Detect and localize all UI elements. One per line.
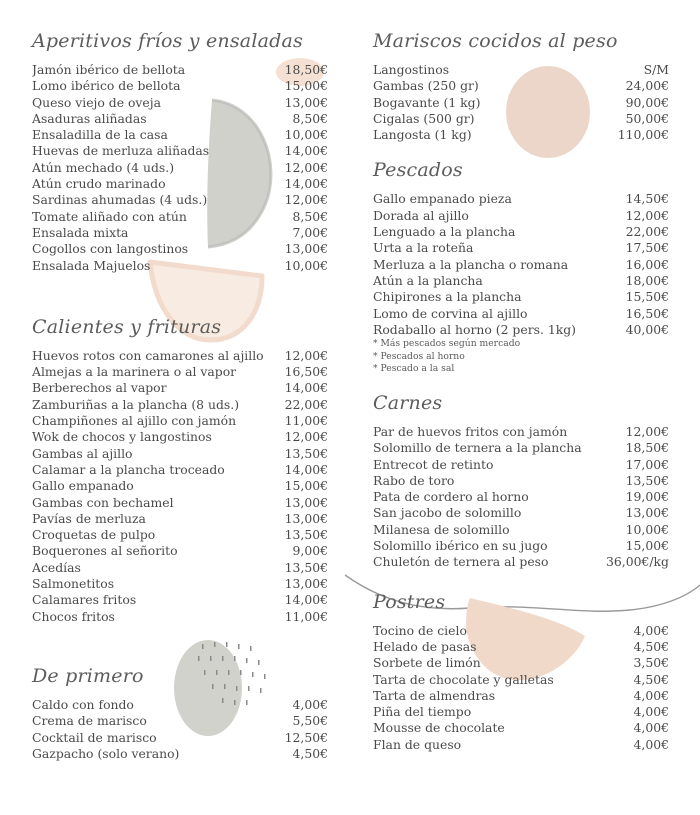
section-primero	[32, 663, 328, 762]
menu-item-name: Calamar a la plancha troceado	[32, 461, 225, 477]
menu-item-name: Piña del tiempo	[373, 704, 472, 720]
menu-item-name: Gallo empanado	[32, 478, 134, 494]
section-title-aperitivos: Aperitivos fríos y ensaladas	[32, 30, 303, 52]
menu-item-name: Cogollos con langostinos	[32, 241, 189, 257]
menu-item	[32, 127, 328, 143]
menu-item-name: Lomo ibérico de bellota	[32, 78, 181, 94]
menu-item-price: 17,00€	[625, 456, 669, 472]
menu-item	[32, 543, 328, 559]
menu-item-name: Salmonetitos	[32, 576, 115, 592]
menu-item-name: Boquerones al señorito	[32, 543, 178, 559]
menu-item-name: Zamburiñas a la plancha (8 uds.)	[32, 396, 240, 412]
menu-item	[32, 143, 328, 159]
menu-item-name: Par de huevos fritos con jamón	[373, 423, 568, 439]
menu-item-name: Lomo de corvina al ajillo	[373, 305, 528, 321]
menu-item-name: Chipirones a la plancha	[373, 289, 522, 305]
menu-item	[373, 639, 669, 655]
menu-item-name: Cigalas (500 gr)	[373, 110, 475, 126]
left-column	[32, 28, 328, 762]
menu-item	[373, 322, 669, 338]
menu-item-price: 7,00€	[292, 224, 328, 240]
menu-item-price: 12,00€	[625, 423, 669, 439]
note-horno: * Pescados al horno	[373, 350, 465, 362]
menu-item-name: Almejas a la marinera o al vapor	[32, 364, 237, 380]
menu-item-name: Atún crudo marinado	[32, 176, 166, 192]
menu-item-name: Queso viejo de oveja	[32, 94, 161, 110]
menu-item-name: Tarta de almendras	[373, 687, 496, 703]
menu-item	[32, 241, 328, 257]
menu-item	[373, 505, 669, 521]
menu-item	[32, 592, 328, 608]
menu-item-name: Merluza a la plancha o romana	[373, 256, 569, 272]
menu-item	[373, 306, 669, 322]
menu-item-price: 110,00€	[617, 127, 669, 143]
menu-item-name: Rodaballo al horno (2 pers. 1kg)	[373, 321, 577, 337]
menu-item	[32, 576, 328, 592]
menu-item-price: 12,00€	[625, 207, 669, 223]
menu-item-price: 90,00€	[625, 94, 669, 110]
menu-item-name: Calamares fritos	[32, 592, 137, 608]
menu-item-name: Ensalada mixta	[32, 224, 129, 240]
menu-item	[373, 208, 669, 224]
menu-item-price: 10,00€	[284, 127, 328, 143]
menu-item-price: 15,00€	[284, 78, 328, 94]
section-title-pescados: Pescados	[373, 159, 463, 182]
menu-item	[373, 672, 669, 688]
menu-item	[373, 457, 669, 473]
menu-item-name: Helado de pasas	[373, 638, 477, 654]
menu-item	[32, 697, 328, 713]
menu-item-price: 12,00€	[284, 429, 328, 445]
menu-item-price: 13,00€	[284, 510, 328, 526]
menu-item	[32, 478, 328, 494]
menu-item-price: 8,50€	[292, 110, 328, 126]
menu-item	[373, 424, 669, 440]
menu-item	[32, 511, 328, 527]
menu-item	[373, 289, 669, 305]
menu-item-price: 4,00€	[633, 704, 669, 720]
menu-item-price: 4,00€	[292, 696, 328, 712]
menu-item-name: Champiñones al ajillo con jamón	[32, 413, 237, 429]
menu-item	[32, 429, 328, 445]
menu-item	[32, 209, 328, 225]
section-title-carnes: Carnes	[373, 391, 443, 414]
menu-item	[32, 160, 328, 176]
menu-item-name: Cocktail de marisco	[32, 729, 157, 745]
menu-item-price: S/M	[643, 62, 669, 77]
menu-item-price: 12,00€	[284, 347, 328, 363]
menu-item	[373, 273, 669, 289]
section-postres	[373, 589, 669, 753]
menu-item-price: 24,00€	[625, 78, 669, 94]
menu-item-price: 8,50€	[292, 208, 328, 224]
menu-item	[32, 495, 328, 511]
menu-item-price: 4,00€	[633, 687, 669, 703]
menu-item-price: 14,00€	[284, 176, 328, 192]
section-carnes	[373, 390, 669, 571]
menu-item-price: 3,50€	[633, 655, 669, 671]
menu-item	[373, 257, 669, 273]
menu-item-name: Atún a la plancha	[373, 272, 483, 288]
menu-item-name: Solomillo de ternera a la plancha	[373, 440, 582, 456]
menu-item-name: Crema de marisco	[32, 713, 147, 729]
menu-item	[32, 446, 328, 462]
menu-item-name: Gallo empanado pieza	[373, 191, 512, 207]
right-column	[373, 28, 669, 753]
menu-item-price: 22,00€	[284, 396, 328, 412]
menu-item	[373, 127, 669, 143]
menu-item	[373, 95, 669, 111]
menu-item	[373, 78, 669, 94]
menu-item-name: Urta a la roteña	[373, 240, 474, 256]
menu-item-price: 40,00€	[625, 321, 669, 337]
menu-item	[32, 111, 328, 127]
menu-item	[32, 397, 328, 413]
menu-item	[373, 554, 669, 570]
menu-item-price: 5,50€	[292, 713, 328, 729]
menu-item-name: Mousse de chocolate	[373, 720, 505, 736]
menu-item-price: 14,00€	[284, 143, 328, 159]
menu-item-name: Gazpacho (solo verano)	[32, 745, 180, 761]
menu-item-price: 4,00€	[633, 736, 669, 752]
menu-item	[373, 522, 669, 538]
section-aperitivos	[32, 28, 328, 274]
menu-item	[32, 527, 328, 543]
menu-item-price: 13,00€	[284, 241, 328, 257]
menu-item-price: 15,00€	[284, 478, 328, 494]
menu-item	[32, 746, 328, 762]
menu-item	[32, 560, 328, 576]
menu-item-price: 15,50€	[625, 289, 669, 305]
menu-item	[373, 704, 669, 720]
menu-item	[32, 258, 328, 274]
menu-item-name: Gambas al ajillo	[32, 445, 133, 461]
menu-item-name: Huevos rotos con camarones al ajillo	[32, 347, 264, 363]
menu-item-name: Entrecot de retinto	[373, 456, 494, 472]
menu-item-price: 9,00€	[292, 543, 328, 559]
menu-item-price: 4,00€	[633, 720, 669, 736]
menu-item-price: 19,00€	[625, 489, 669, 505]
menu-item-name: Tomate aliñado con atún	[32, 208, 187, 224]
menu-item	[373, 440, 669, 456]
menu-item	[373, 489, 669, 505]
menu-item	[32, 176, 328, 192]
menu-item-price: 17,50€	[625, 240, 669, 256]
menu-item-price: 18,50€	[284, 62, 328, 77]
menu-item-name: Pata de cordero al horno	[373, 489, 529, 505]
menu-item-name: Dorada al ajillo	[373, 207, 469, 223]
menu-item	[32, 225, 328, 241]
section-pescados	[373, 157, 669, 375]
section-title-primero: De primero	[32, 664, 144, 687]
menu-item-name: Bogavante (1 kg)	[373, 94, 481, 110]
menu-item-name: Sardinas ahumadas (4 uds.)	[32, 192, 208, 208]
menu-item-price: 13,00€	[284, 494, 328, 510]
menu-item-price: 13,50€	[284, 559, 328, 575]
menu-item-name: Gambas (250 gr)	[373, 78, 479, 94]
menu-item-price: 50,00€	[625, 110, 669, 126]
menu-item-name: Flan de queso	[373, 736, 462, 752]
menu-item-name: Jamón ibérico de bellota	[32, 62, 186, 77]
menu-item-name: Langosta (1 kg)	[373, 127, 472, 143]
menu-item-name: Sorbete de limón	[373, 655, 481, 671]
menu-item-price: 16,50€	[625, 305, 669, 321]
menu-item-price: 4,50€	[292, 745, 328, 761]
menu-item-price: 22,00€	[625, 224, 669, 240]
menu-item-price: 14,50€	[625, 191, 669, 207]
menu-item	[373, 111, 669, 127]
menu-item-name: San jacobo de solomillo	[373, 505, 522, 521]
menu-item	[32, 413, 328, 429]
menu-item-price: 12,00€	[284, 192, 328, 208]
menu-item	[373, 688, 669, 704]
menu-item	[32, 62, 328, 78]
menu-item-name: Ensalada Majuelos	[32, 257, 151, 273]
menu-item-name: Berberechos al vapor	[32, 380, 167, 396]
menu-item-name: Langostinos	[373, 62, 450, 77]
menu-item-price: 4,00€	[633, 622, 669, 638]
menu-item	[373, 224, 669, 240]
menu-item-price: 15,00€	[625, 538, 669, 554]
menu-item	[373, 623, 669, 639]
menu-item-price: 36,00€/kg	[606, 554, 669, 570]
menu-item-price: 14,00€	[284, 592, 328, 608]
menu-item-name: Solomillo ibérico en su jugo	[373, 538, 548, 554]
menu-item	[32, 380, 328, 396]
menu-item-price: 18,50€	[625, 440, 669, 456]
menu-item	[32, 348, 328, 364]
note-sal: * Pescado a la sal	[373, 363, 455, 375]
menu-item-price: 13,50€	[284, 445, 328, 461]
menu-item-name: Gambas con bechamel	[32, 494, 174, 510]
menu-item	[373, 737, 669, 753]
menu-item-name: Caldo con fondo	[32, 696, 134, 712]
menu-item-price: 11,00€	[284, 608, 328, 624]
menu-item	[373, 191, 669, 207]
menu-item-price: 13,00€	[625, 505, 669, 521]
menu-item-name: Milanesa de solomillo	[373, 521, 510, 537]
menu-item	[32, 730, 328, 746]
menu-item-price: 16,50€	[284, 364, 328, 380]
menu-item	[373, 538, 669, 554]
note-mercado: * Más pescados según mercado	[373, 338, 521, 350]
menu-item-name: Asaduras aliñadas	[32, 110, 147, 126]
menu-item	[32, 78, 328, 94]
menu-item-price: 4,50€	[633, 638, 669, 654]
menu-item-price: 16,00€	[625, 256, 669, 272]
menu-item-price: 14,00€	[284, 461, 328, 477]
menu-item	[373, 720, 669, 736]
section-title-mariscos: Mariscos cocidos al peso	[373, 30, 618, 52]
menu-item	[32, 95, 328, 111]
menu-item	[32, 364, 328, 380]
menu-item-price: 12,00€	[284, 159, 328, 175]
menu-item-name: Chocos fritos	[32, 608, 115, 624]
menu-item	[32, 609, 328, 625]
menu-item-price: 11,00€	[284, 413, 328, 429]
menu-item-price: 10,00€	[625, 521, 669, 537]
menu-item-price: 10,00€	[284, 257, 328, 273]
menu-item	[373, 473, 669, 489]
menu-item-price: 4,50€	[633, 671, 669, 687]
menu-item-name: Tarta de chocolate y galletas	[373, 671, 554, 687]
section-calientes	[32, 314, 328, 625]
menu-item-name: Tocino de cielo	[373, 622, 467, 638]
menu-item-name: Atún mechado (4 uds.)	[32, 159, 175, 175]
menu-item-name: Lenguado a la plancha	[373, 224, 516, 240]
menu-item-price: 13,00€	[284, 576, 328, 592]
section-title-postres: Postres	[373, 590, 446, 613]
menu-item	[373, 62, 669, 78]
menu-item-name: Rabo de toro	[373, 472, 455, 488]
section-mariscos	[373, 28, 669, 143]
menu-item-price: 14,00€	[284, 380, 328, 396]
menu-item-price: 18,00€	[625, 272, 669, 288]
menu-item-price: 12,50€	[284, 729, 328, 745]
menu-item-name: Chuletón de ternera al peso	[373, 554, 549, 570]
menu-item-name: Huevas de merluza aliñadas	[32, 143, 210, 159]
menu-item-name: Croquetas de pulpo	[32, 527, 156, 543]
menu-item-price: 13,00€	[284, 94, 328, 110]
menu-item-name: Ensaladilla de la casa	[32, 127, 168, 143]
menu-item	[32, 713, 328, 729]
menu-item-price: 13,50€	[625, 472, 669, 488]
menu-item-name: Wok de chocos y langostinos	[32, 429, 212, 445]
menu-item	[32, 192, 328, 208]
menu-item-name: Acedías	[32, 559, 81, 575]
menu-item	[373, 655, 669, 671]
section-title-calientes: Calientes y frituras	[32, 315, 222, 338]
menu-item-name: Pavías de merluza	[32, 510, 146, 526]
menu-item	[32, 462, 328, 478]
menu-item-price: 13,50€	[284, 527, 328, 543]
menu-item	[373, 240, 669, 256]
